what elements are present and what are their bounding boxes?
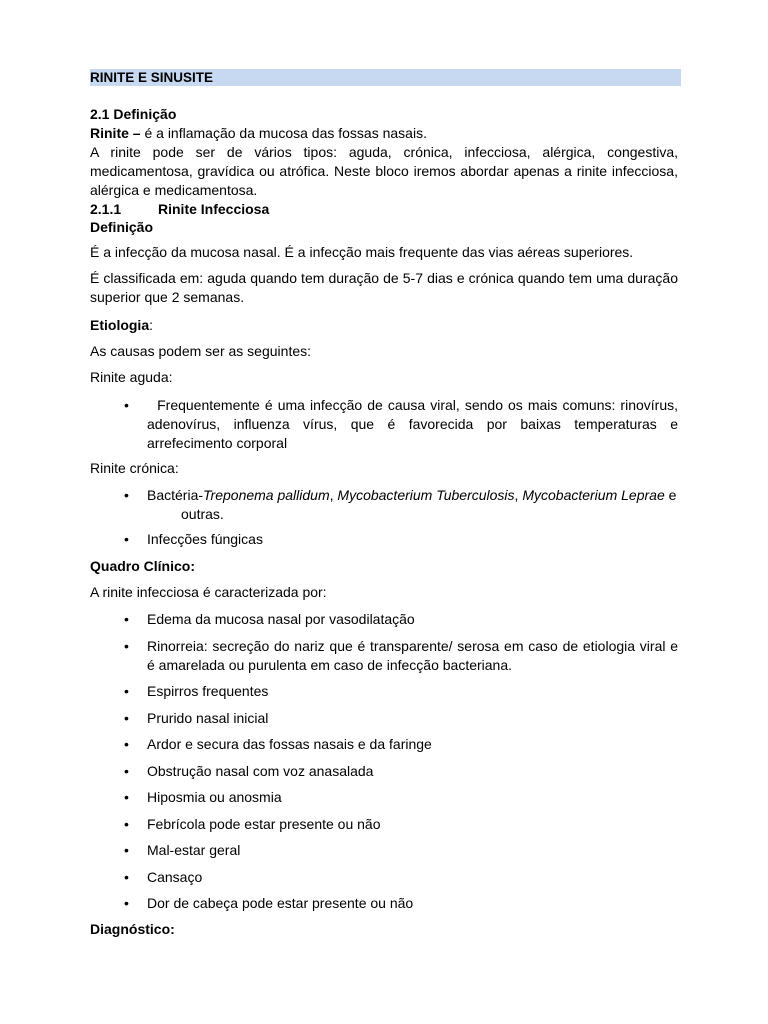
bacteria-species-2: Mycobacterium Tuberculosis: [337, 487, 515, 503]
bullet-icon: •: [124, 895, 129, 911]
list-item: Hiposmia ou anosmia: [147, 789, 282, 805]
list-item: Febrícola pode estar presente ou não: [147, 816, 381, 832]
bacteria-species-1: Treponema pallidum: [203, 487, 330, 503]
rinite-definition-text: é a inflamação da mucosa das fossas nasais.: [140, 125, 427, 141]
list-item: Espirros frequentes: [147, 683, 269, 699]
bullet-icon: •: [124, 736, 129, 752]
list-item: Ardor e secura das fossas nasais e da faringe: [147, 736, 432, 752]
rinite-definition: [90, 124, 427, 142]
etiologia-colon: :: [149, 317, 154, 333]
definicao-text: É a infecção da mucosa nasal. É a infecção mais frequente das vias aéreas superiores.: [90, 244, 634, 260]
etiologia-heading: [90, 316, 153, 334]
bullet-icon: •: [124, 710, 129, 726]
list-item: Mal-estar geral: [147, 842, 241, 858]
bacteria-sep-1: ,: [329, 487, 338, 503]
definicao-heading: Definição: [90, 219, 154, 235]
rinite-aguda-item: Frequentemente é uma infecção de causa viral, sendo os mais comuns: rinovírus, adenovírus, influenza vírus, que é favorecida por baixas temperaturas e arrefecimento corporal: [147, 397, 682, 451]
rinite-cronica-label: Rinite crónica:: [90, 460, 179, 476]
bullet-icon: •: [124, 789, 129, 805]
classificacao-paragraph: É classificada em: aguda quando tem duração de 5-7 dias e crónica quando tem uma duração superior que 2 semanas.: [90, 270, 678, 305]
bacteria-sep-2: ,: [514, 487, 523, 503]
bullet-icon: •: [124, 487, 129, 503]
fungicas-item: Infecções fúngicas: [147, 531, 263, 547]
rinite-types-paragraph: A rinite pode ser de vários tipos: aguda, crónica, infecciosa, alérgica, congestiva, medicamentosa, gravídica ou atrófica. Neste bloco iremos abordar apenas a rinite infecciosa, alérgica e medicamentosa.: [90, 144, 678, 198]
section-2-1-1-heading: [90, 200, 269, 218]
bullet-icon: •: [124, 869, 129, 885]
bacteria-species-3: Mycobacterium Leprae: [522, 487, 665, 503]
rinite-label: Rinite –: [90, 125, 141, 141]
bullet-icon: •: [124, 763, 129, 779]
bullet-icon: •: [124, 397, 129, 413]
bacteria-item: [147, 486, 678, 524]
section-number: 2.1.1: [90, 201, 122, 217]
list-item: Obstrução nasal com voz anasalada: [147, 763, 374, 779]
bullet-icon: •: [124, 611, 129, 627]
bullet-icon: •: [124, 531, 129, 547]
bullet-icon: •: [124, 683, 129, 699]
list-item: Dor de cabeça pode estar presente ou não: [147, 895, 414, 911]
section-2-1-heading: 2.1 Definição: [90, 106, 177, 122]
bullet-icon: •: [124, 842, 129, 858]
etiologia-label: Etiologia: [90, 317, 150, 333]
bacteria-suffix: e: [664, 487, 677, 503]
list-item: Edema da mucosa nasal por vasodilatação: [147, 611, 415, 627]
quadro-intro: A rinite infecciosa é caracterizada por:: [90, 584, 327, 600]
rinite-aguda-label: Rinite aguda:: [90, 369, 173, 385]
section-title: Rinite Infecciosa: [158, 201, 270, 217]
diagnostico-heading: Diagnóstico:: [90, 921, 175, 937]
list-item: Prurido nasal inicial: [147, 710, 269, 726]
bacteria-line-2: outras.: [181, 505, 224, 522]
causas-text: As causas podem ser as seguintes:: [90, 343, 312, 359]
bacteria-prefix: Bactéria-: [147, 487, 204, 503]
bullet-icon: •: [124, 816, 129, 832]
list-item: Rinorreia: secreção do nariz que é transparente/ serosa em caso de etiologia viral e é amarelada ou purulenta em caso de infecção bacteriana.: [147, 638, 678, 673]
document-title: RINITE E SINUSITE: [90, 69, 681, 86]
quadro-clinico-heading: Quadro Clínico:: [90, 558, 195, 574]
list-item: Cansaço: [147, 869, 203, 885]
bullet-icon: •: [124, 638, 129, 654]
